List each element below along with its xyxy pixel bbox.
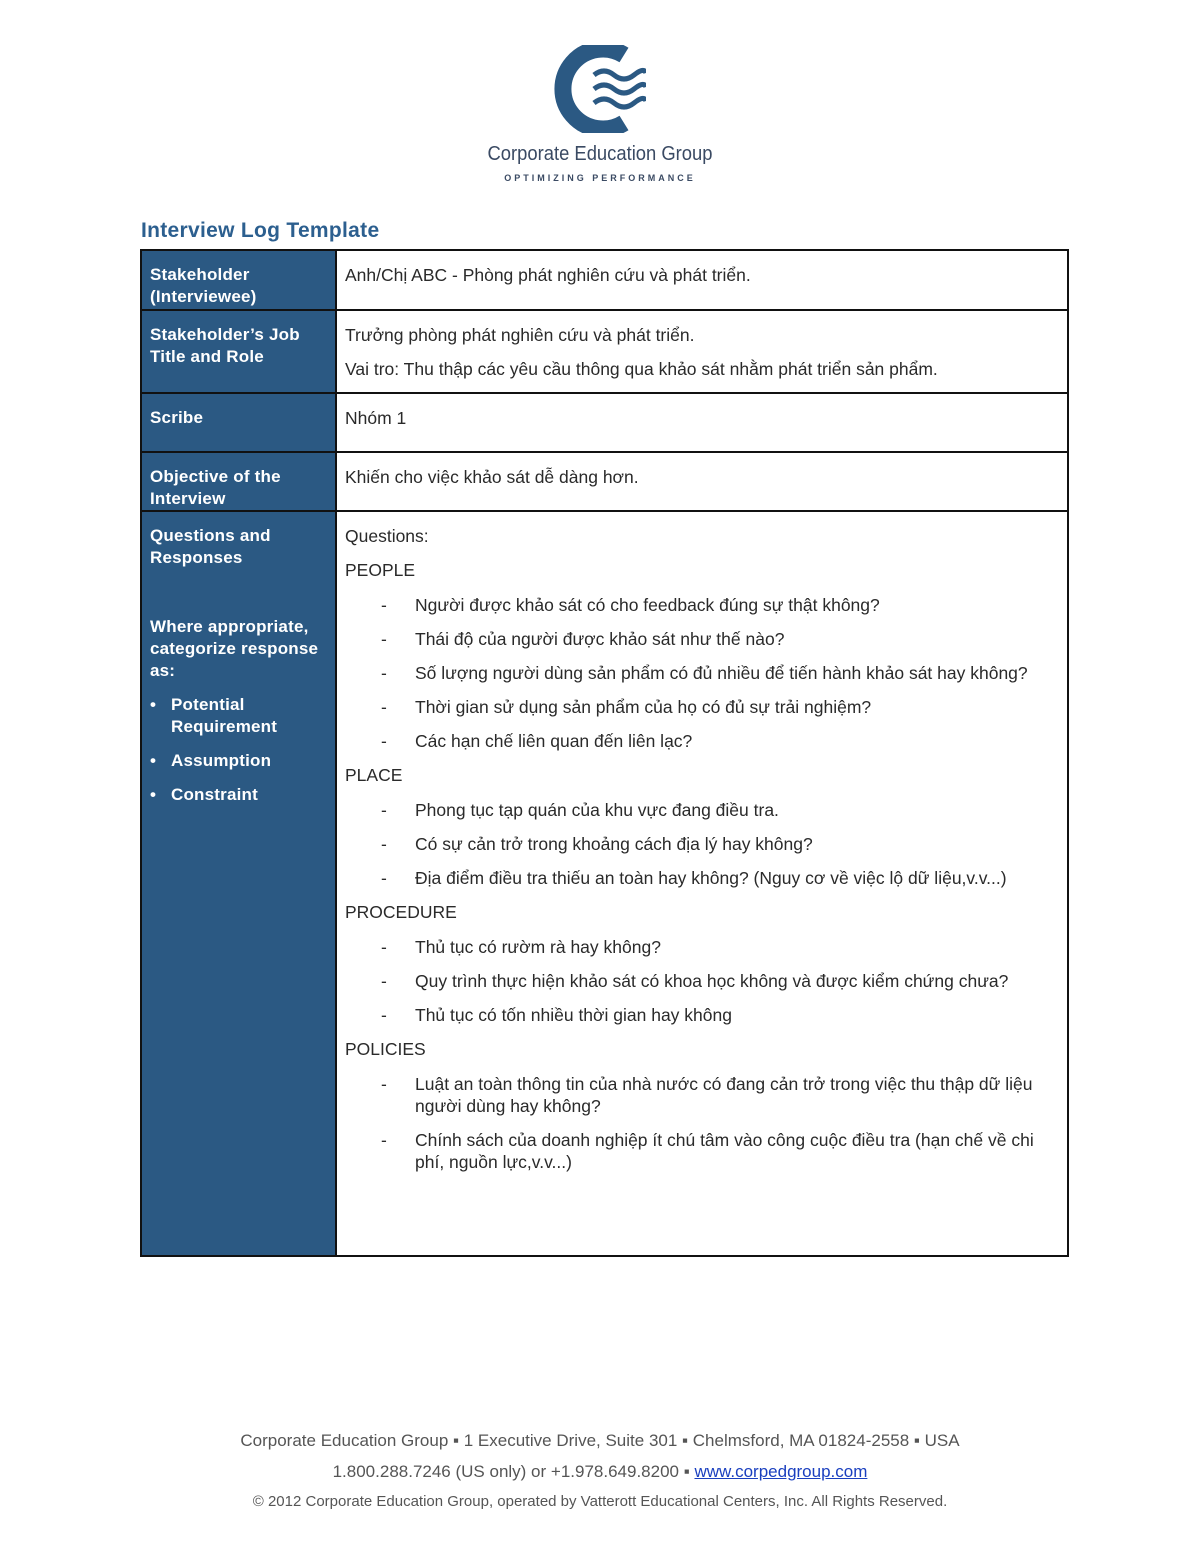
question-list: [345, 936, 1059, 1026]
questions-intro: Questions:: [345, 526, 429, 546]
list-item: - Chính sách của doanh nghiệp ít chú tâm vào công cuộc điều tra (hạn chế về chi phí, nguồn lực,v.v...): [345, 1129, 1059, 1173]
table-row: [141, 393, 1068, 452]
stakeholder-label: Stakeholder (Interviewee): [141, 250, 336, 310]
objective-value: Khiến cho việc khảo sát dễ dàng hơn.: [336, 452, 1068, 511]
list-item: - Thời gian sử dụng sản phẩm của họ có đủ sự trải nghiệm?: [345, 696, 1059, 718]
list-item: • Potential Requirement: [150, 694, 327, 738]
list-item: - Số lượng người dùng sản phẩm có đủ nhiều để tiến hành khảo sát hay không?: [345, 662, 1059, 684]
footer-phone: 1.800.288.7246 (US only) or +1.978.649.8200 ▪: [332, 1462, 695, 1481]
table-row: [141, 511, 1068, 1256]
list-item: - Thủ tục có tốn nhiều thời gian hay không: [345, 1004, 1059, 1026]
section-heading: PLACE: [345, 765, 403, 785]
categorize-note: Where appropriate, categorize response as:: [150, 617, 319, 680]
section-heading: POLICIES: [345, 1039, 426, 1059]
footer-contact: [0, 1462, 1200, 1482]
footer-address: Corporate Education Group ▪ 1 Executive Drive, Suite 301 ▪ Chelmsford, MA 01824-2558 ▪ USA: [240, 1431, 960, 1450]
questions-value: [336, 511, 1068, 1256]
question-list: [345, 1073, 1059, 1173]
section-heading: PEOPLE: [345, 560, 416, 580]
list-item: - Người được khảo sát có cho feedback đúng sự thật không?: [345, 594, 1059, 616]
list-item: - Địa điểm điều tra thiếu an toàn hay không? (Nguy cơ về việc lộ dữ liệu,v.v...): [345, 867, 1059, 889]
role-line: Vai tro: Thu thập các yêu cầu thông qua khảo sát nhằm phát triển sản phẩm.: [345, 359, 938, 379]
job-title-label: Stakeholder’s Job Title and Role: [141, 310, 336, 393]
logo-tagline: OPTIMIZING PERFORMANCE: [504, 173, 696, 183]
stakeholder-value: Anh/Chị ABC - Phòng phát nghiên cứu và phát triển.: [336, 250, 1068, 310]
logo-company-name: Corporate Education Group: [487, 143, 713, 165]
list-item: - Thái độ của người được khảo sát như thế nào?: [345, 628, 1059, 650]
logo-mark-icon: [554, 45, 646, 133]
scribe-value: Nhóm 1: [336, 393, 1068, 452]
section-heading: PROCEDURE: [345, 902, 457, 922]
question-list: [345, 594, 1059, 752]
footer-copyright: © 2012 Corporate Education Group, operated by Vatterott Educational Centers, Inc. All Rights Reserved.: [252, 1493, 948, 1510]
table-row: [141, 452, 1068, 511]
job-title-line: Trưởng phòng phát nghiên cứu và phát triển.: [345, 325, 695, 345]
list-item: - Các hạn chế liên quan đến liên lạc?: [345, 730, 1059, 752]
list-item: - Có sự cản trở trong khoảng cách địa lý hay không?: [345, 833, 1059, 855]
page-title: Interview Log Template: [141, 219, 380, 242]
question-list: [345, 799, 1059, 889]
job-title-value: [336, 310, 1068, 393]
list-item: - Luật an toàn thông tin của nhà nước có đang cản trở trong việc thu thập dữ liệu người dùng hay không?: [345, 1073, 1059, 1117]
list-item: • Assumption: [150, 750, 327, 772]
list-item: - Phong tục tạp quán của khu vực đang điều tra.: [345, 799, 1059, 821]
list-item: • Constraint: [150, 784, 327, 806]
table-row: [141, 310, 1068, 393]
objective-label: Objective of the Interview: [141, 452, 336, 511]
interview-log-table: [140, 249, 1069, 1257]
scribe-label: Scribe: [141, 393, 336, 452]
table-row: [141, 250, 1068, 310]
questions-label: Questions and Responses: [150, 526, 271, 567]
list-item: - Quy trình thực hiện khảo sát có khoa học không và được kiểm chứng chưa?: [345, 970, 1059, 992]
category-list: [150, 694, 327, 806]
questions-label-cell: [141, 511, 336, 1256]
website-link[interactable]: www.corpedgroup.com: [694, 1462, 868, 1481]
company-logo: [470, 45, 730, 190]
list-item: - Thủ tục có rườm rà hay không?: [345, 936, 1059, 958]
